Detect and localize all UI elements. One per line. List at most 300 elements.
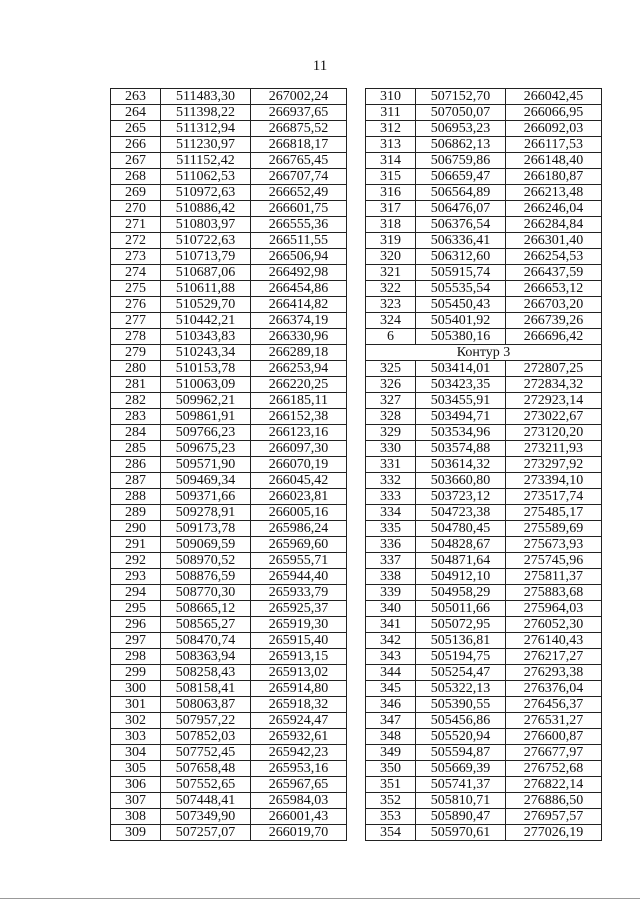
x-coordinate-cell: 505669,39: [416, 761, 506, 777]
point-number-cell: 268: [111, 169, 161, 185]
point-number-cell: 340: [366, 601, 416, 617]
x-coordinate-cell: 509861,91: [161, 409, 251, 425]
point-number-cell: 281: [111, 377, 161, 393]
y-coordinate-cell: 266739,26: [506, 313, 602, 329]
point-number-cell: 323: [366, 297, 416, 313]
x-coordinate-cell: 509173,78: [161, 521, 251, 537]
point-number-cell: 277: [111, 313, 161, 329]
table-row: [366, 505, 602, 521]
point-number-cell: 317: [366, 201, 416, 217]
table-row: [111, 521, 347, 537]
y-coordinate-cell: 265932,61: [251, 729, 347, 745]
point-number-cell: 276: [111, 297, 161, 313]
table-row: [366, 329, 602, 345]
point-number-cell: 271: [111, 217, 161, 233]
x-coordinate-cell: 503494,71: [416, 409, 506, 425]
y-coordinate-cell: 265984,03: [251, 793, 347, 809]
table-row: [366, 601, 602, 617]
x-coordinate-cell: 511398,22: [161, 105, 251, 121]
x-coordinate-cell: 504912,10: [416, 569, 506, 585]
y-coordinate-cell: 275745,96: [506, 553, 602, 569]
x-coordinate-cell: 508970,52: [161, 553, 251, 569]
x-coordinate-cell: 506659,47: [416, 169, 506, 185]
point-number-cell: 289: [111, 505, 161, 521]
y-coordinate-cell: 276886,50: [506, 793, 602, 809]
y-coordinate-cell: 266707,74: [251, 169, 347, 185]
y-coordinate-cell: 275589,69: [506, 521, 602, 537]
y-coordinate-cell: 276376,04: [506, 681, 602, 697]
y-coordinate-cell: 266097,30: [251, 441, 347, 457]
point-number-cell: 342: [366, 633, 416, 649]
x-coordinate-cell: 506476,07: [416, 201, 506, 217]
point-number-cell: 299: [111, 665, 161, 681]
x-coordinate-cell: 503414,01: [416, 361, 506, 377]
table-row: [111, 89, 347, 105]
y-coordinate-cell: 276217,27: [506, 649, 602, 665]
point-number-cell: 296: [111, 617, 161, 633]
point-number-cell: 267: [111, 153, 161, 169]
bottom-rule: [0, 898, 640, 899]
y-coordinate-cell: 266374,19: [251, 313, 347, 329]
table-row: [366, 249, 602, 265]
y-coordinate-cell: 276957,57: [506, 809, 602, 825]
point-number-cell: 265: [111, 121, 161, 137]
point-number-cell: 352: [366, 793, 416, 809]
x-coordinate-cell: 505535,54: [416, 281, 506, 297]
table-row: [366, 457, 602, 473]
x-coordinate-cell: 511152,42: [161, 153, 251, 169]
table-row: [111, 505, 347, 521]
y-coordinate-cell: 266185,11: [251, 393, 347, 409]
y-coordinate-cell: 266092,03: [506, 121, 602, 137]
x-coordinate-cell: 506759,86: [416, 153, 506, 169]
y-coordinate-cell: 266023,81: [251, 489, 347, 505]
table-row: [366, 137, 602, 153]
x-coordinate-cell: 505254,47: [416, 665, 506, 681]
y-coordinate-cell: 265918,32: [251, 697, 347, 713]
point-number-cell: 270: [111, 201, 161, 217]
table-row: [366, 121, 602, 137]
x-coordinate-cell: 511483,30: [161, 89, 251, 105]
x-coordinate-cell: 510687,06: [161, 265, 251, 281]
x-coordinate-cell: 504871,64: [416, 553, 506, 569]
x-coordinate-cell: 504780,45: [416, 521, 506, 537]
table-row: [111, 265, 347, 281]
table-row: [111, 489, 347, 505]
point-number-cell: 334: [366, 505, 416, 521]
x-coordinate-cell: 503660,80: [416, 473, 506, 489]
table-row: [111, 409, 347, 425]
table-row: [111, 185, 347, 201]
y-coordinate-cell: 275673,93: [506, 537, 602, 553]
table-row: [111, 121, 347, 137]
x-coordinate-cell: 504958,29: [416, 585, 506, 601]
table-row: [111, 153, 347, 169]
y-coordinate-cell: 265967,65: [251, 777, 347, 793]
point-number-cell: 351: [366, 777, 416, 793]
x-coordinate-cell: 505194,75: [416, 649, 506, 665]
point-number-cell: 308: [111, 809, 161, 825]
y-coordinate-cell: 266696,42: [506, 329, 602, 345]
section-row: [366, 345, 602, 361]
y-coordinate-cell: 272923,14: [506, 393, 602, 409]
point-number-cell: 341: [366, 617, 416, 633]
x-coordinate-cell: 507050,07: [416, 105, 506, 121]
y-coordinate-cell: 273394,10: [506, 473, 602, 489]
x-coordinate-cell: 507448,41: [161, 793, 251, 809]
x-coordinate-cell: 505072,95: [416, 617, 506, 633]
point-number-cell: 330: [366, 441, 416, 457]
point-number-cell: 272: [111, 233, 161, 249]
point-number-cell: 333: [366, 489, 416, 505]
page-number: 11: [312, 58, 328, 74]
y-coordinate-cell: 266492,98: [251, 265, 347, 281]
point-number-cell: 302: [111, 713, 161, 729]
x-coordinate-cell: 511230,97: [161, 137, 251, 153]
table-row: [366, 393, 602, 409]
x-coordinate-cell: 507152,70: [416, 89, 506, 105]
point-number-cell: 315: [366, 169, 416, 185]
y-coordinate-cell: 266180,87: [506, 169, 602, 185]
x-coordinate-cell: 505970,61: [416, 825, 506, 841]
y-coordinate-cell: 276822,14: [506, 777, 602, 793]
y-coordinate-cell: 266254,53: [506, 249, 602, 265]
point-number-cell: 318: [366, 217, 416, 233]
point-number-cell: 280: [111, 361, 161, 377]
x-coordinate-cell: 510713,79: [161, 249, 251, 265]
x-coordinate-cell: 505810,71: [416, 793, 506, 809]
y-coordinate-cell: 273022,67: [506, 409, 602, 425]
table-row: [366, 617, 602, 633]
point-number-cell: 326: [366, 377, 416, 393]
point-number-cell: 293: [111, 569, 161, 585]
x-coordinate-cell: 503723,12: [416, 489, 506, 505]
section-label: Контур 3: [366, 345, 602, 361]
table-row: [366, 825, 602, 841]
table-row: [111, 249, 347, 265]
y-coordinate-cell: 266246,04: [506, 201, 602, 217]
y-coordinate-cell: 266042,45: [506, 89, 602, 105]
x-coordinate-cell: 505456,86: [416, 713, 506, 729]
point-number-cell: 284: [111, 425, 161, 441]
point-number-cell: 278: [111, 329, 161, 345]
point-number-cell: 301: [111, 697, 161, 713]
table-row: [366, 233, 602, 249]
table-row: [111, 169, 347, 185]
point-number-cell: 300: [111, 681, 161, 697]
x-coordinate-cell: 504828,67: [416, 537, 506, 553]
point-number-cell: 288: [111, 489, 161, 505]
table-row: [111, 697, 347, 713]
table-row: [366, 105, 602, 121]
point-number-cell: 343: [366, 649, 416, 665]
point-number-cell: 285: [111, 441, 161, 457]
x-coordinate-cell: 510722,63: [161, 233, 251, 249]
y-coordinate-cell: 273517,74: [506, 489, 602, 505]
point-number-cell: 297: [111, 633, 161, 649]
x-coordinate-cell: 509069,59: [161, 537, 251, 553]
y-coordinate-cell: 266152,38: [251, 409, 347, 425]
y-coordinate-cell: 266284,84: [506, 217, 602, 233]
y-coordinate-cell: 265915,40: [251, 633, 347, 649]
point-number-cell: 316: [366, 185, 416, 201]
point-number-cell: 336: [366, 537, 416, 553]
point-number-cell: 321: [366, 265, 416, 281]
x-coordinate-cell: 503455,91: [416, 393, 506, 409]
x-coordinate-cell: 507552,65: [161, 777, 251, 793]
y-coordinate-cell: 265924,47: [251, 713, 347, 729]
point-number-cell: 354: [366, 825, 416, 841]
coordinates-table-right: [365, 88, 602, 841]
table-row: [111, 569, 347, 585]
x-coordinate-cell: 510063,09: [161, 377, 251, 393]
y-coordinate-cell: 266117,53: [506, 137, 602, 153]
x-coordinate-cell: 510529,70: [161, 297, 251, 313]
x-coordinate-cell: 508363,94: [161, 649, 251, 665]
table-row: [111, 137, 347, 153]
y-coordinate-cell: 266765,45: [251, 153, 347, 169]
x-coordinate-cell: 508665,12: [161, 601, 251, 617]
point-number-cell: 307: [111, 793, 161, 809]
table-row: [366, 217, 602, 233]
point-number-cell: 344: [366, 665, 416, 681]
point-number-cell: 313: [366, 137, 416, 153]
point-number-cell: 275: [111, 281, 161, 297]
point-number-cell: 348: [366, 729, 416, 745]
y-coordinate-cell: 266213,48: [506, 185, 602, 201]
table-row: [111, 105, 347, 121]
x-coordinate-cell: 510803,97: [161, 217, 251, 233]
y-coordinate-cell: 275883,68: [506, 585, 602, 601]
x-coordinate-cell: 505011,66: [416, 601, 506, 617]
y-coordinate-cell: 265913,15: [251, 649, 347, 665]
table-row: [366, 697, 602, 713]
table-row: [366, 473, 602, 489]
coordinates-table-left: [110, 88, 347, 841]
x-coordinate-cell: 510611,88: [161, 281, 251, 297]
x-coordinate-cell: 509675,23: [161, 441, 251, 457]
point-number-cell: 332: [366, 473, 416, 489]
y-coordinate-cell: 273211,93: [506, 441, 602, 457]
point-number-cell: 319: [366, 233, 416, 249]
table-row: [111, 441, 347, 457]
x-coordinate-cell: 508565,27: [161, 617, 251, 633]
x-coordinate-cell: 510343,83: [161, 329, 251, 345]
y-coordinate-cell: 265919,30: [251, 617, 347, 633]
table-row: [111, 345, 347, 361]
point-number-cell: 345: [366, 681, 416, 697]
x-coordinate-cell: 510442,21: [161, 313, 251, 329]
x-coordinate-cell: 505915,74: [416, 265, 506, 281]
point-number-cell: 314: [366, 153, 416, 169]
x-coordinate-cell: 503534,96: [416, 425, 506, 441]
x-coordinate-cell: 507852,03: [161, 729, 251, 745]
x-coordinate-cell: 506376,54: [416, 217, 506, 233]
point-number-cell: 263: [111, 89, 161, 105]
point-number-cell: 347: [366, 713, 416, 729]
table-row: [366, 681, 602, 697]
point-number-cell: 309: [111, 825, 161, 841]
x-coordinate-cell: 506312,60: [416, 249, 506, 265]
x-coordinate-cell: 505380,16: [416, 329, 506, 345]
point-number-cell: 283: [111, 409, 161, 425]
table-row: [366, 729, 602, 745]
y-coordinate-cell: 265925,37: [251, 601, 347, 617]
x-coordinate-cell: 509766,23: [161, 425, 251, 441]
y-coordinate-cell: 266653,12: [506, 281, 602, 297]
x-coordinate-cell: 508470,74: [161, 633, 251, 649]
table-row: [366, 489, 602, 505]
point-number-cell: 306: [111, 777, 161, 793]
table-row: [111, 201, 347, 217]
y-coordinate-cell: 266045,42: [251, 473, 347, 489]
x-coordinate-cell: 510243,34: [161, 345, 251, 361]
point-number-cell: 292: [111, 553, 161, 569]
y-coordinate-cell: 265969,60: [251, 537, 347, 553]
table-row: [366, 425, 602, 441]
x-coordinate-cell: 506862,13: [416, 137, 506, 153]
y-coordinate-cell: 266289,18: [251, 345, 347, 361]
table-row: [111, 825, 347, 841]
y-coordinate-cell: 275485,17: [506, 505, 602, 521]
point-number-cell: 328: [366, 409, 416, 425]
table-row: [111, 361, 347, 377]
point-number-cell: 320: [366, 249, 416, 265]
y-coordinate-cell: 266937,65: [251, 105, 347, 121]
y-coordinate-cell: 267002,24: [251, 89, 347, 105]
x-coordinate-cell: 507349,90: [161, 809, 251, 825]
table-row: [111, 681, 347, 697]
point-number-cell: 295: [111, 601, 161, 617]
y-coordinate-cell: 266506,94: [251, 249, 347, 265]
x-coordinate-cell: 509278,91: [161, 505, 251, 521]
point-number-cell: 325: [366, 361, 416, 377]
point-number-cell: 282: [111, 393, 161, 409]
point-number-cell: 329: [366, 425, 416, 441]
x-coordinate-cell: 504723,38: [416, 505, 506, 521]
point-number-cell: 304: [111, 745, 161, 761]
table-row: [366, 793, 602, 809]
y-coordinate-cell: 265942,23: [251, 745, 347, 761]
point-number-cell: 349: [366, 745, 416, 761]
x-coordinate-cell: 503574,88: [416, 441, 506, 457]
point-number-cell: 298: [111, 649, 161, 665]
point-number-cell: 353: [366, 809, 416, 825]
point-number-cell: 286: [111, 457, 161, 473]
table-row: [366, 649, 602, 665]
table-row: [111, 729, 347, 745]
x-coordinate-cell: 505322,13: [416, 681, 506, 697]
x-coordinate-cell: 506336,41: [416, 233, 506, 249]
table-row: [111, 217, 347, 233]
table-row: [111, 329, 347, 345]
table-row: [366, 281, 602, 297]
x-coordinate-cell: 506953,23: [416, 121, 506, 137]
point-number-cell: 324: [366, 313, 416, 329]
table-row: [366, 265, 602, 281]
x-coordinate-cell: 509371,66: [161, 489, 251, 505]
x-coordinate-cell: 503423,35: [416, 377, 506, 393]
table-row: [111, 633, 347, 649]
table-row: [366, 809, 602, 825]
y-coordinate-cell: 265986,24: [251, 521, 347, 537]
x-coordinate-cell: 509571,90: [161, 457, 251, 473]
y-coordinate-cell: 276052,30: [506, 617, 602, 633]
table-row: [111, 233, 347, 249]
point-number-cell: 337: [366, 553, 416, 569]
y-coordinate-cell: 275964,03: [506, 601, 602, 617]
point-number-cell: 291: [111, 537, 161, 553]
y-coordinate-cell: 266454,86: [251, 281, 347, 297]
x-coordinate-cell: 505390,55: [416, 697, 506, 713]
y-coordinate-cell: 266703,20: [506, 297, 602, 313]
x-coordinate-cell: 503614,32: [416, 457, 506, 473]
y-coordinate-cell: 265913,02: [251, 665, 347, 681]
x-coordinate-cell: 505450,43: [416, 297, 506, 313]
y-coordinate-cell: 266123,16: [251, 425, 347, 441]
y-coordinate-cell: 265953,16: [251, 761, 347, 777]
y-coordinate-cell: 266001,43: [251, 809, 347, 825]
y-coordinate-cell: 272807,25: [506, 361, 602, 377]
table-row: [111, 537, 347, 553]
y-coordinate-cell: 276140,43: [506, 633, 602, 649]
x-coordinate-cell: 505136,81: [416, 633, 506, 649]
table-row: [111, 313, 347, 329]
table-row: [366, 713, 602, 729]
point-number-cell: 305: [111, 761, 161, 777]
y-coordinate-cell: 276531,27: [506, 713, 602, 729]
x-coordinate-cell: 508158,41: [161, 681, 251, 697]
point-number-cell: 273: [111, 249, 161, 265]
table-row: [366, 89, 602, 105]
y-coordinate-cell: 266066,95: [506, 105, 602, 121]
point-number-cell: 6: [366, 329, 416, 345]
x-coordinate-cell: 507752,45: [161, 745, 251, 761]
table-row: [366, 377, 602, 393]
x-coordinate-cell: 510886,42: [161, 201, 251, 217]
table-row: [366, 665, 602, 681]
table-row: [366, 777, 602, 793]
table-row: [111, 297, 347, 313]
table-row: [111, 393, 347, 409]
point-number-cell: 339: [366, 585, 416, 601]
point-number-cell: 346: [366, 697, 416, 713]
point-number-cell: 350: [366, 761, 416, 777]
y-coordinate-cell: 273120,20: [506, 425, 602, 441]
x-coordinate-cell: 508770,30: [161, 585, 251, 601]
point-number-cell: 331: [366, 457, 416, 473]
table-row: [111, 601, 347, 617]
x-coordinate-cell: 509962,21: [161, 393, 251, 409]
table-row: [366, 361, 602, 377]
table-row: [366, 521, 602, 537]
table-row: [366, 169, 602, 185]
y-coordinate-cell: 265944,40: [251, 569, 347, 585]
point-number-cell: 266: [111, 137, 161, 153]
x-coordinate-cell: 506564,89: [416, 185, 506, 201]
table-row: [366, 313, 602, 329]
y-coordinate-cell: 266019,70: [251, 825, 347, 841]
table-row: [366, 537, 602, 553]
table-row: [366, 761, 602, 777]
point-number-cell: 294: [111, 585, 161, 601]
point-number-cell: 312: [366, 121, 416, 137]
y-coordinate-cell: 266818,17: [251, 137, 347, 153]
table-row: [111, 761, 347, 777]
table-row: [111, 617, 347, 633]
x-coordinate-cell: 509469,34: [161, 473, 251, 489]
table-row: [111, 473, 347, 489]
